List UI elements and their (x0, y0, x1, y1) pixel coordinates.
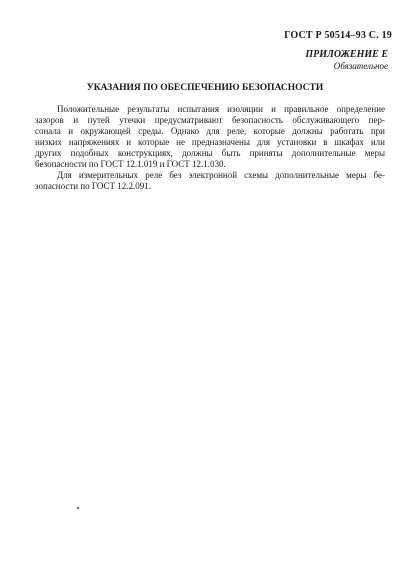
paragraph-line: других подобных конструкциях, должны быть приняты дополнительные меры (35, 148, 385, 158)
standard-page-header: ГОСТ Р 50514–93 С. 19 (284, 30, 392, 41)
appendix-block (305, 48, 388, 72)
section-title: УКАЗАНИЯ ПО ОБЕСПЕЧЕНИЮ БЕЗОПАСНОСТИ (86, 83, 324, 93)
appendix-title: ПРИЛОЖЕНИЕ Е (305, 49, 388, 60)
scan-speck (77, 507, 79, 509)
paragraph-line: Для измерительных реле без электронной схемы дополнительные меры бе- (57, 170, 385, 180)
paragraph-2 (35, 170, 385, 192)
paragraph-line: зазоров и путей утечки предусматривают безопасность обслуживающего пер- (35, 115, 385, 125)
paragraph-line: сонала и окружающей среды. Однако для реле, которые должны работать при (35, 126, 385, 136)
paragraph-line: безопасности по ГОСТ 12.1.019 и ГОСТ 12.1.030. (35, 159, 226, 169)
body-text (35, 104, 385, 192)
paragraph-line: зопасности по ГОСТ 12.2.091. (35, 181, 151, 191)
paragraph-line: низких напряжениях и которые не предназначены для установки в шкафах или (35, 137, 385, 147)
paragraph-1 (35, 104, 385, 170)
appendix-status: Обязательное (333, 61, 388, 71)
paragraph-line: Положительные результаты испытания изоляции и правильное определение (57, 104, 385, 114)
